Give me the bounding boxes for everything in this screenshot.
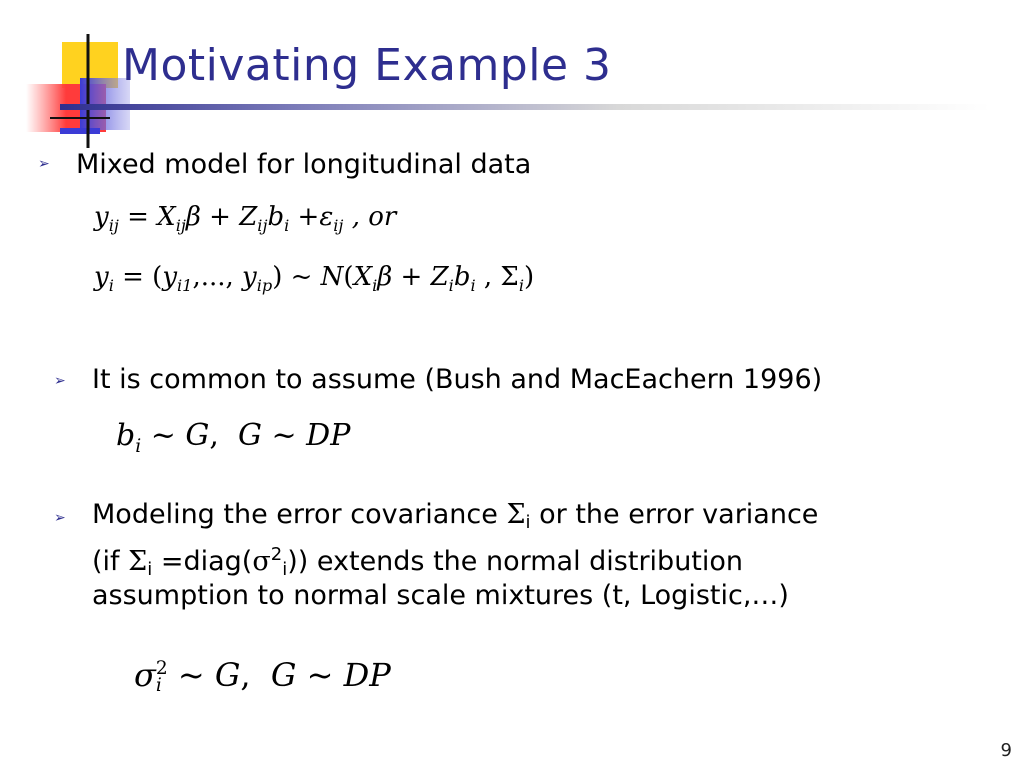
bullet-common-assumption: It is common to assume (Bush and MacEachern 1996) <box>92 364 823 395</box>
bullet-arrow-icon: ➢ <box>54 510 66 526</box>
slide-title: Motivating Example 3 <box>122 40 612 91</box>
title-underline <box>60 104 990 110</box>
bullet-arrow-icon: ➢ <box>54 373 66 389</box>
equation-random-effects-prior: $b_i$ ~ G, G ~ DP <box>116 418 351 457</box>
equation-marginal-distribution: $y_i = (y_{i1}$,..., $y_{ip}$) ~ $N(X_i\beta + Z_ib_i$ , $\Sigma_i$) <box>94 262 535 296</box>
bullet-error-covariance-line1: Modeling the error covariance Σi or the error variance <box>92 499 819 533</box>
bullet-arrow-icon: ➢ <box>38 156 50 172</box>
equation-mixed-model: $y_{ij} = X_{ij}\beta + Z_{ij}b_i +\varepsilon_{ij}$ , or <box>94 202 397 236</box>
slide-logo-graphic <box>0 0 140 150</box>
page-number: 9 <box>1000 740 1012 761</box>
bullet-error-covariance-line2: (if $\Sigma i =diag(\sigma^2i)$) extends the normal distribution <box>92 544 744 580</box>
bullet-mixed-model: Mixed model for longitudinal data <box>76 149 532 180</box>
equation-variance-prior: σ 2 i ~ G, G ~ DP <box>134 656 391 696</box>
bullet-error-covariance-line3: assumption to normal scale mixtures (t, Logistic,…) <box>92 580 789 611</box>
